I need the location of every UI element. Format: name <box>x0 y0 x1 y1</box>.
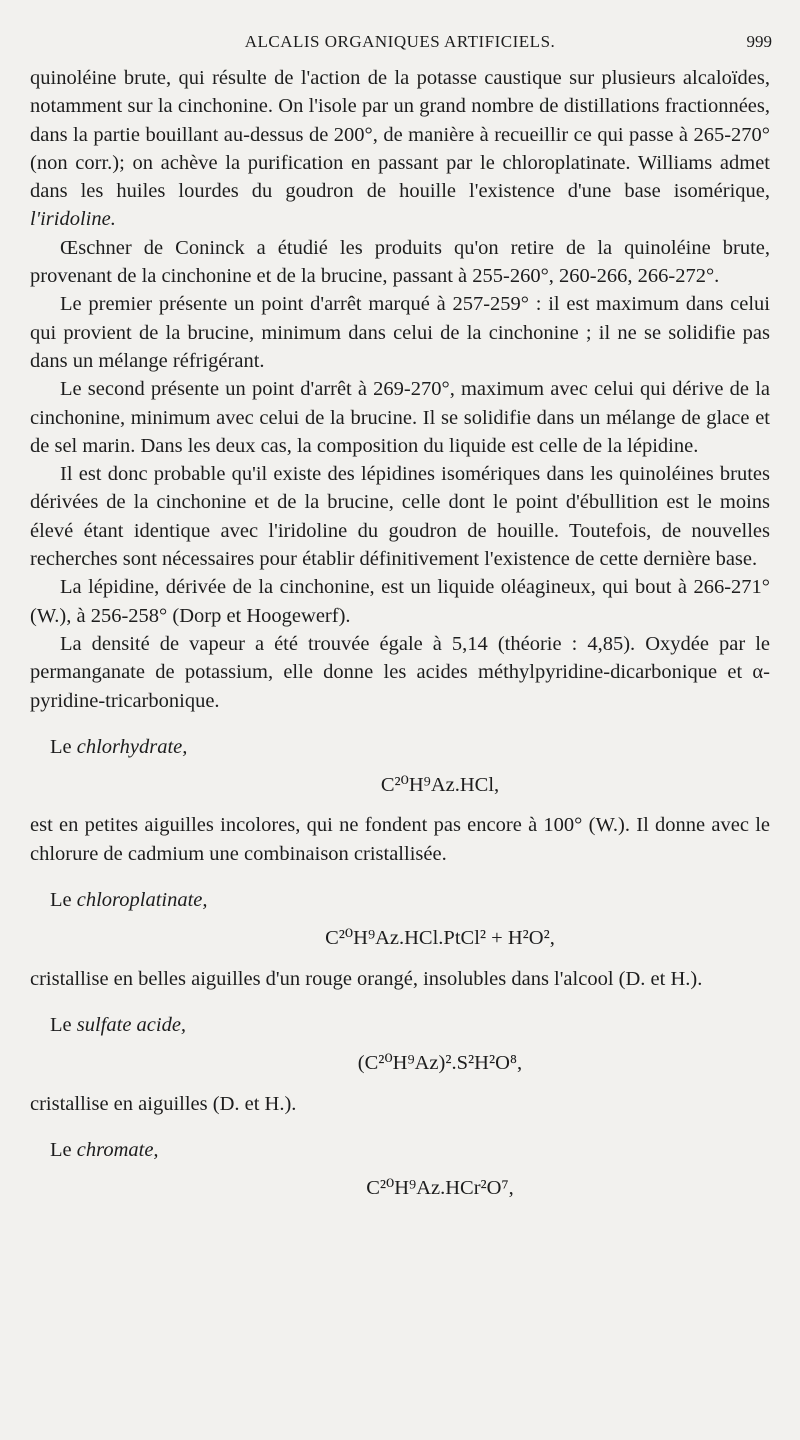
salt-name: chlorhydrate, <box>76 735 188 758</box>
body-text <box>30 64 770 1214</box>
spacer <box>30 993 770 1011</box>
paragraph-3: Le premier présente un point d'arrêt marqué à 257-259° : il est maximum dans celui qui provient de la brucine, minimum dans celui de la cinchonine ; il ne se solidifie pas dans un mélange réfrigérant. <box>30 293 770 372</box>
sulfate-text: cristallise en aiguilles (D. et H.). <box>30 1092 297 1115</box>
spacer <box>30 1118 770 1136</box>
intro-prefix: Le <box>50 889 77 912</box>
intro-prefix: Le <box>50 735 77 758</box>
running-head <box>28 32 772 56</box>
sulfate-intro <box>30 1011 770 1039</box>
sulfate-formula: (C²⁰H⁹Az)².S²H²O⁸, <box>357 1052 523 1075</box>
paragraph-6: La lépidine, dérivée de la cinchonine, est un liquide oléagineux, qui bout à 266-271° (W.), à 256-258° (Dorp et Hoogewerf). <box>30 576 770 627</box>
paragraph-7: La densité de vapeur a été trouvée égale à 5,14 (théorie : 4,85). Oxydée par le permanganate de potassium, elle donne les acides méthylpyridine-dicarbonique et α-pyridine-tricarbonique. <box>30 632 770 712</box>
salt-name: sulfate acide, <box>76 1013 187 1036</box>
chloroplatinate-formula: C²⁰H⁹Az.HCl.PtCl² + H²O², <box>325 927 555 950</box>
paragraph-1 <box>30 64 770 234</box>
intro-prefix: Le <box>50 1138 77 1161</box>
salt-name: chloroplatinate, <box>76 889 208 912</box>
chromate-intro <box>30 1136 770 1164</box>
spacer <box>30 868 770 886</box>
chlorhydrate-formula: C²⁰H⁹Az.HCl, <box>380 774 500 797</box>
paragraph-2: Œschner de Coninck a étudié les produits qu'on retire de la quinoléine brute, provenant de la cinchonine et de la brucine, passant à 255-260°, 260-266, 266-272°. <box>30 236 770 288</box>
salt-name: chromate, <box>76 1138 159 1161</box>
chloroplatinate-intro <box>30 886 770 914</box>
chlorhydrate-intro <box>30 733 770 761</box>
paragraph-4: Le second présente un point d'arrêt à 269-270°, maximum avec celui qui dérive de la cinchonine, minimum avec celui de la brucine. Il se solidifie dans un mélange de glace et de sel marin. Dans les deux cas, la composition du liquide est celle de la lépidine. <box>30 378 770 457</box>
intro-prefix: Le <box>50 1013 77 1036</box>
iridoline-term: l'iridoline. <box>30 208 116 231</box>
running-title: ALCALIS ORGANIQUES ARTIFICIELS. <box>244 32 556 51</box>
page-number: 999 <box>746 32 772 51</box>
spacer <box>30 715 770 733</box>
paragraph-1-text: quinoléine brute, qui résulte de l'action de la potasse caustique sur plusieurs alcaloïdes, notamment sur la cinchonine. On l'isole par un grand nombre de distillations fractionnées, dans la partie bouillant au-dessus de 200°, de manière à recueillir ce qui passe à 265-270° (non corr.); on achève la purification en passant par le chloroplatinate. Williams admet dans les huiles lourdes du goudron de houille l'existence d'une base isomérique, <box>30 67 770 203</box>
chlorhydrate-text: est en petites aiguilles incolores, qui ne fondent pas encore à 100° (W.). Il donne avec le chlorure de cadmium une combinaison cristallisée. <box>30 814 770 865</box>
chromate-formula: C²⁰H⁹Az.HCr²O⁷, <box>366 1177 514 1200</box>
chloroplatinate-text: cristallise en belles aiguilles d'un rouge orangé, insolubles dans l'alcool (D. et H.). <box>30 967 703 990</box>
paragraph-5: Il est donc probable qu'il existe des lépidines isomériques dans les quinoléines brutes dérivées de la cinchonine et de la brucine, celle dont le point d'ébullition est le moins élevé étant identique avec l'iridoline du goudron de houille. Toutefois, de nouvelles recherches sont nécessaires pour établir définitivement l'existence de cette dernière base. <box>30 463 770 571</box>
